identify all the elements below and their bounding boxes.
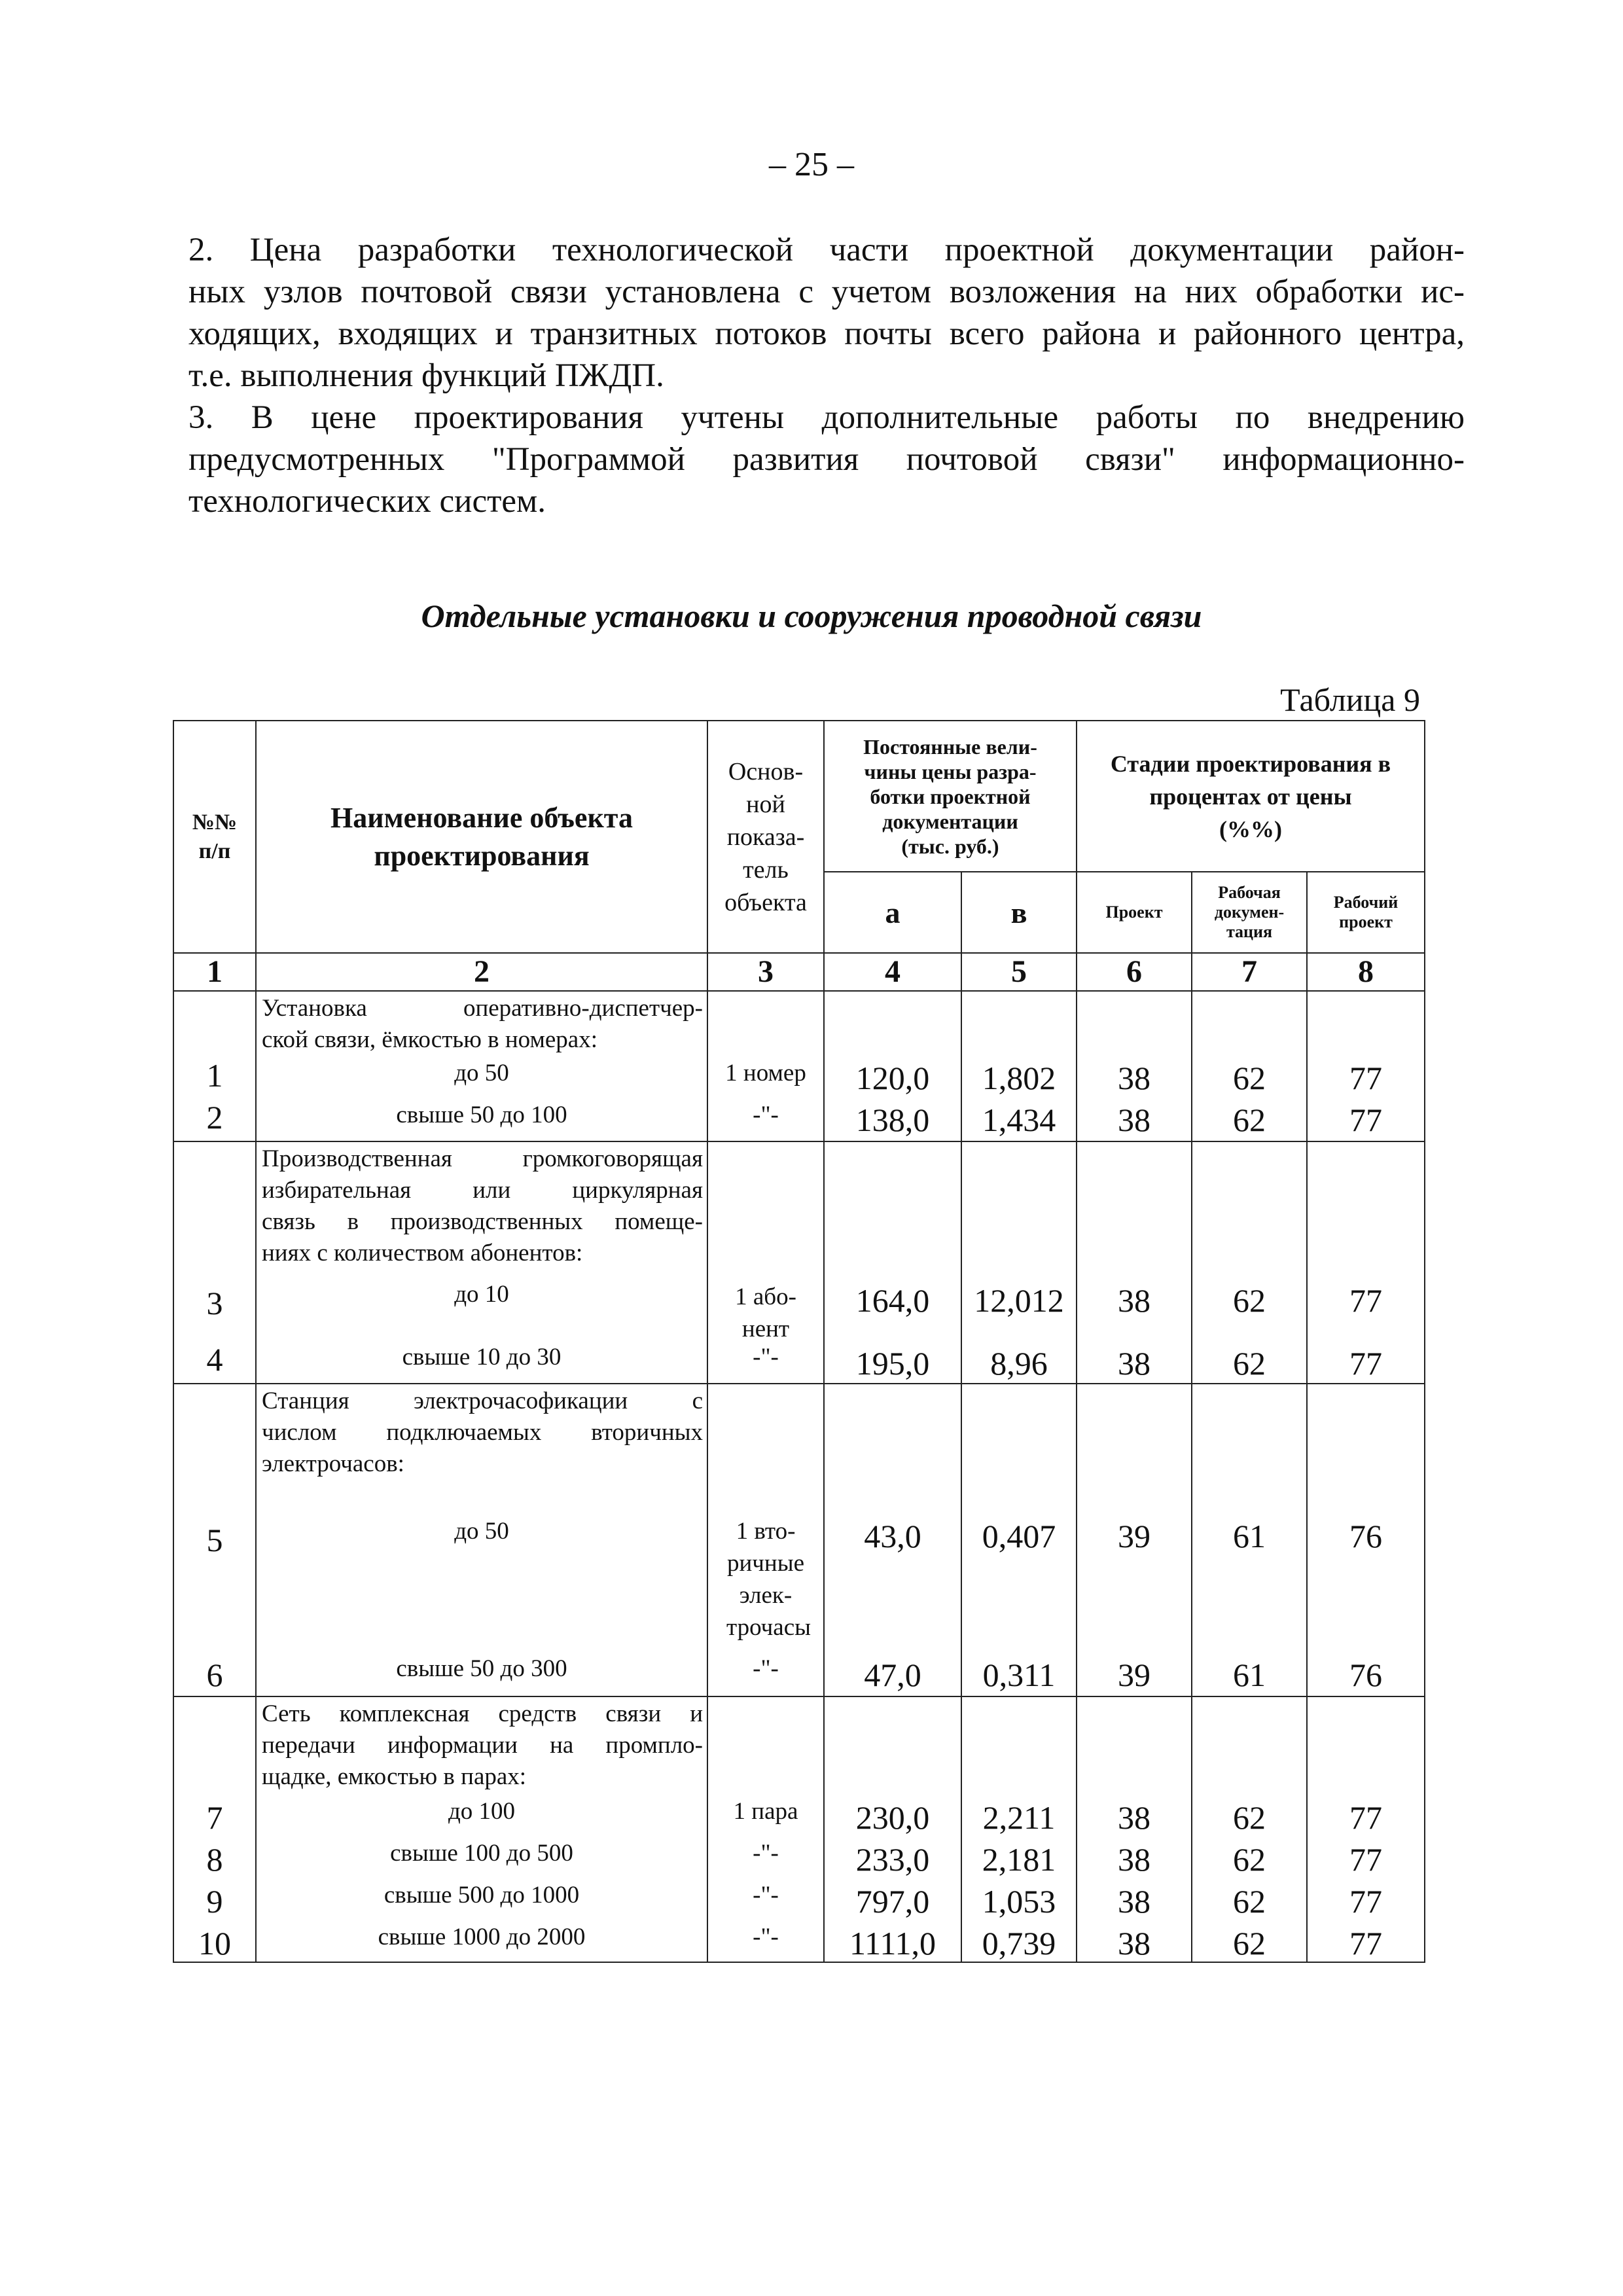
header-text: тель	[743, 855, 789, 884]
description-line: электрочасов:	[262, 1450, 404, 1477]
row-number: 10	[198, 1925, 231, 1962]
header-num	[173, 721, 256, 953]
range-label: свыше 50 до 300	[396, 1655, 567, 1682]
unit-label: -"-	[753, 1344, 779, 1371]
value-b: 1,802	[982, 1060, 1056, 1096]
working-project-percent-cell	[1307, 991, 1425, 1141]
range-label: до 50	[454, 1518, 509, 1545]
header-text: Рабочий	[1333, 893, 1399, 912]
project-percent: 39	[1118, 1518, 1150, 1554]
object-name-cell	[256, 1384, 707, 1696]
value-a-cell	[824, 1384, 961, 1696]
paragraph-line: технологических систем.	[188, 483, 546, 520]
header-text: процентах от цены	[1149, 783, 1352, 810]
unit-cell	[707, 1384, 824, 1696]
paragraph-line: 3. В цене проектирования учтены дополнительные работы по внедрению	[188, 399, 1465, 436]
value-b: 2,211	[982, 1799, 1056, 1836]
project-percent: 38	[1118, 1925, 1150, 1962]
row-number: 4	[206, 1341, 223, 1378]
table-row-group	[173, 991, 1425, 1141]
project-percent-cell	[1077, 1141, 1192, 1384]
table-row-group	[173, 1696, 1425, 1962]
working-project-percent: 76	[1349, 1657, 1382, 1693]
working-doc-percent-cell	[1192, 1696, 1307, 1962]
header-text: (%%)	[1219, 816, 1282, 842]
unit-cell	[707, 991, 824, 1141]
value-a: 1111,0	[849, 1925, 936, 1962]
object-name-cell	[256, 991, 707, 1141]
header-text: Основ-	[728, 757, 804, 785]
row-numbers-cell	[173, 1141, 256, 1384]
header-text: чины цены разра-	[864, 759, 1037, 783]
header-text: Постоянные вели-	[863, 734, 1037, 759]
paragraph-line: ходящих, входящих и транзитных потоков почты всего района и районного центра,	[188, 315, 1465, 352]
working-project-percent: 77	[1349, 1060, 1382, 1096]
range-label: свыше 500 до 1000	[383, 1882, 580, 1909]
range-label: свыше 1000 до 2000	[378, 1924, 586, 1950]
project-percent-cell	[1077, 1696, 1192, 1962]
working-doc-percent: 62	[1233, 1102, 1266, 1138]
value-b-cell	[961, 1696, 1077, 1962]
working-doc-percent: 62	[1233, 1799, 1266, 1836]
unit-label: -"-	[753, 1924, 779, 1950]
header-working-project	[1307, 872, 1425, 953]
value-a-cell	[824, 991, 961, 1141]
header-text: проект	[1339, 912, 1393, 931]
row-number: 5	[206, 1522, 223, 1558]
row-number: 6	[206, 1657, 223, 1693]
project-percent: 38	[1118, 1841, 1150, 1878]
working-doc-percent: 62	[1233, 1841, 1266, 1878]
value-a: 120,0	[855, 1060, 930, 1096]
column-number: 4	[824, 953, 961, 991]
header-name	[256, 721, 707, 953]
value-b: 0,739	[982, 1925, 1056, 1962]
group-description	[262, 993, 703, 1056]
unit-label: -"-	[753, 1655, 779, 1682]
row-number: 3	[206, 1285, 223, 1321]
working-project-percent: 77	[1349, 1925, 1382, 1962]
working-project-percent: 77	[1349, 1841, 1382, 1878]
value-a-cell	[824, 1696, 961, 1962]
header-text: Стадии проектирования в	[1110, 750, 1391, 777]
project-percent: 38	[1118, 1345, 1150, 1382]
unit-cell	[707, 1141, 824, 1384]
header-text: №№	[192, 810, 238, 834]
description-line: ниях с количеством абонентов:	[262, 1240, 583, 1266]
description-line: Сеть комплексная средств связи и	[262, 1700, 703, 1727]
header-text: Наименование объекта	[330, 801, 633, 834]
description-line: избирательная или циркулярная	[262, 1177, 703, 1204]
project-percent: 38	[1118, 1060, 1150, 1096]
column-number: 5	[961, 953, 1077, 991]
row-numbers-cell	[173, 991, 256, 1141]
working-project-percent: 77	[1349, 1102, 1382, 1138]
unit-label: -"-	[753, 1840, 779, 1867]
header-text: документации	[882, 809, 1018, 833]
range-label: до 100	[448, 1798, 516, 1825]
value-b-cell	[961, 1141, 1077, 1384]
unit-label: 1 номер	[725, 1060, 806, 1086]
row-number: 1	[206, 1057, 223, 1094]
header-text: Рабочая	[1218, 883, 1281, 902]
working-doc-percent-cell	[1192, 1384, 1307, 1696]
row-number: 7	[206, 1799, 223, 1836]
price-table	[173, 720, 1425, 1963]
paragraph-line: т.е. выполнения функций ПЖДП.	[188, 357, 664, 394]
value-b-cell	[961, 991, 1077, 1141]
section-title: Отдельные установки и сооружения проводной связи	[421, 598, 1202, 634]
working-doc-percent: 62	[1233, 1883, 1266, 1920]
value-a: 797,0	[855, 1883, 930, 1920]
table-row-group	[173, 1384, 1425, 1696]
group-description	[262, 1698, 703, 1793]
description-line: щадке, емкостью в парах:	[262, 1763, 527, 1790]
header-text: объекта	[724, 888, 807, 916]
description-line: ской связи, ёмкостью в номерах:	[262, 1026, 597, 1053]
unit-label: -"-	[753, 1882, 779, 1909]
header-b: в	[961, 872, 1077, 953]
value-b: 0,407	[982, 1518, 1056, 1554]
header-text: п/п	[198, 838, 231, 863]
working-doc-percent: 62	[1233, 1282, 1266, 1319]
header-constant-values	[824, 721, 1077, 872]
row-number: 2	[206, 1099, 223, 1136]
working-doc-percent: 62	[1233, 1345, 1266, 1382]
range-label: до 50	[454, 1060, 509, 1086]
working-doc-percent: 61	[1233, 1518, 1266, 1554]
column-number: 1	[173, 953, 256, 991]
table-row-group	[173, 1141, 1425, 1384]
header-project: Проект	[1077, 872, 1192, 953]
group-description	[262, 1386, 703, 1480]
project-percent: 38	[1118, 1799, 1150, 1836]
unit-cell	[707, 1696, 824, 1962]
header-text: ной	[746, 790, 785, 818]
value-a: 47,0	[864, 1657, 921, 1693]
project-percent: 38	[1118, 1883, 1150, 1920]
value-b: 8,96	[990, 1345, 1048, 1382]
page-number: – 25 –	[769, 146, 854, 183]
value-a-cell	[824, 1141, 961, 1384]
row-number: 9	[206, 1883, 223, 1920]
paragraph-2	[188, 397, 1465, 522]
description-line: числом подключаемых вторичных	[262, 1419, 703, 1446]
row-numbers-cell	[173, 1696, 256, 1962]
working-project-percent: 77	[1349, 1282, 1382, 1319]
column-number: 2	[256, 953, 707, 991]
object-name-cell	[256, 1696, 707, 1962]
description-line: передачи информации на промпло-	[262, 1732, 703, 1759]
paragraph-line: 2. Цена разработки технологической части проектной документации район-	[188, 232, 1465, 268]
working-project-percent-cell	[1307, 1141, 1425, 1384]
column-number: 3	[707, 953, 824, 991]
value-a: 138,0	[855, 1102, 930, 1138]
description-line: Станция электрочасофикации с	[262, 1388, 703, 1414]
value-b-cell	[961, 1384, 1077, 1696]
header-basic-indicator	[707, 721, 824, 953]
column-number: 8	[1307, 953, 1425, 991]
header-text: (тыс. руб.)	[901, 834, 999, 858]
description-line: Установка оперативно-диспетчер-	[262, 995, 703, 1022]
row-numbers-cell	[173, 1384, 256, 1696]
column-number-row	[173, 953, 1425, 991]
header-text: докумен-	[1214, 903, 1285, 922]
value-b: 0,311	[982, 1657, 1056, 1693]
header-stages	[1077, 721, 1425, 872]
header-text: показа-	[726, 823, 805, 851]
working-doc-percent: 62	[1233, 1925, 1266, 1962]
working-project-percent: 77	[1349, 1799, 1382, 1836]
value-a: 195,0	[855, 1345, 930, 1382]
paragraph-1	[188, 229, 1465, 397]
value-b: 2,181	[982, 1841, 1056, 1878]
working-project-percent: 77	[1349, 1345, 1382, 1382]
header-a: а	[824, 872, 961, 953]
description-line: Производственная громкоговорящая	[262, 1145, 703, 1172]
header-row	[173, 721, 1425, 872]
unit-label: 1 або-нент	[735, 1283, 796, 1342]
header-text: тация	[1226, 922, 1273, 941]
header-working-documentation	[1192, 872, 1307, 953]
range-label: до 10	[454, 1281, 509, 1308]
working-project-percent-cell	[1307, 1696, 1425, 1962]
project-percent: 38	[1118, 1102, 1150, 1138]
value-b: 1,434	[982, 1102, 1056, 1138]
header-text: проектирования	[374, 839, 590, 872]
project-percent: 39	[1118, 1657, 1150, 1693]
unit-label: -"-	[753, 1102, 779, 1128]
table-label: Таблица 9	[1280, 681, 1420, 718]
value-b: 1,053	[982, 1883, 1056, 1920]
value-a: 43,0	[864, 1518, 921, 1554]
header-text: ботки проектной	[870, 784, 1031, 808]
value-a: 230,0	[855, 1799, 930, 1836]
column-number: 7	[1192, 953, 1307, 991]
value-a: 164,0	[855, 1282, 930, 1319]
paragraph-line: предусмотренных "Программой развития почтовой связи" информационно-	[188, 441, 1465, 478]
paragraph-line: ных узлов почтовой связи установлена с учетом возложения на них обработки ис-	[188, 274, 1465, 310]
row-number: 8	[206, 1841, 223, 1878]
unit-label: 1 вто-ричные элек-трочасы	[726, 1518, 811, 1641]
working-project-percent: 77	[1349, 1883, 1382, 1920]
group-description	[262, 1143, 703, 1269]
working-doc-percent-cell	[1192, 1141, 1307, 1384]
working-doc-percent: 62	[1233, 1060, 1266, 1096]
project-percent: 38	[1118, 1282, 1150, 1319]
range-label: свыше 50 до 100	[396, 1102, 567, 1128]
working-project-percent-cell	[1307, 1384, 1425, 1696]
range-label: свыше 10 до 30	[402, 1344, 562, 1371]
working-doc-percent-cell	[1192, 991, 1307, 1141]
unit-label: 1 пара	[733, 1798, 798, 1825]
value-a: 233,0	[855, 1841, 930, 1878]
working-project-percent: 76	[1349, 1518, 1382, 1554]
project-percent-cell	[1077, 1384, 1192, 1696]
object-name-cell	[256, 1141, 707, 1384]
project-percent-cell	[1077, 991, 1192, 1141]
column-number: 6	[1077, 953, 1192, 991]
working-doc-percent: 61	[1233, 1657, 1266, 1693]
range-label: свыше 100 до 500	[390, 1840, 573, 1867]
description-line: связь в производственных помеще-	[262, 1208, 703, 1235]
value-b: 12,012	[974, 1282, 1064, 1319]
